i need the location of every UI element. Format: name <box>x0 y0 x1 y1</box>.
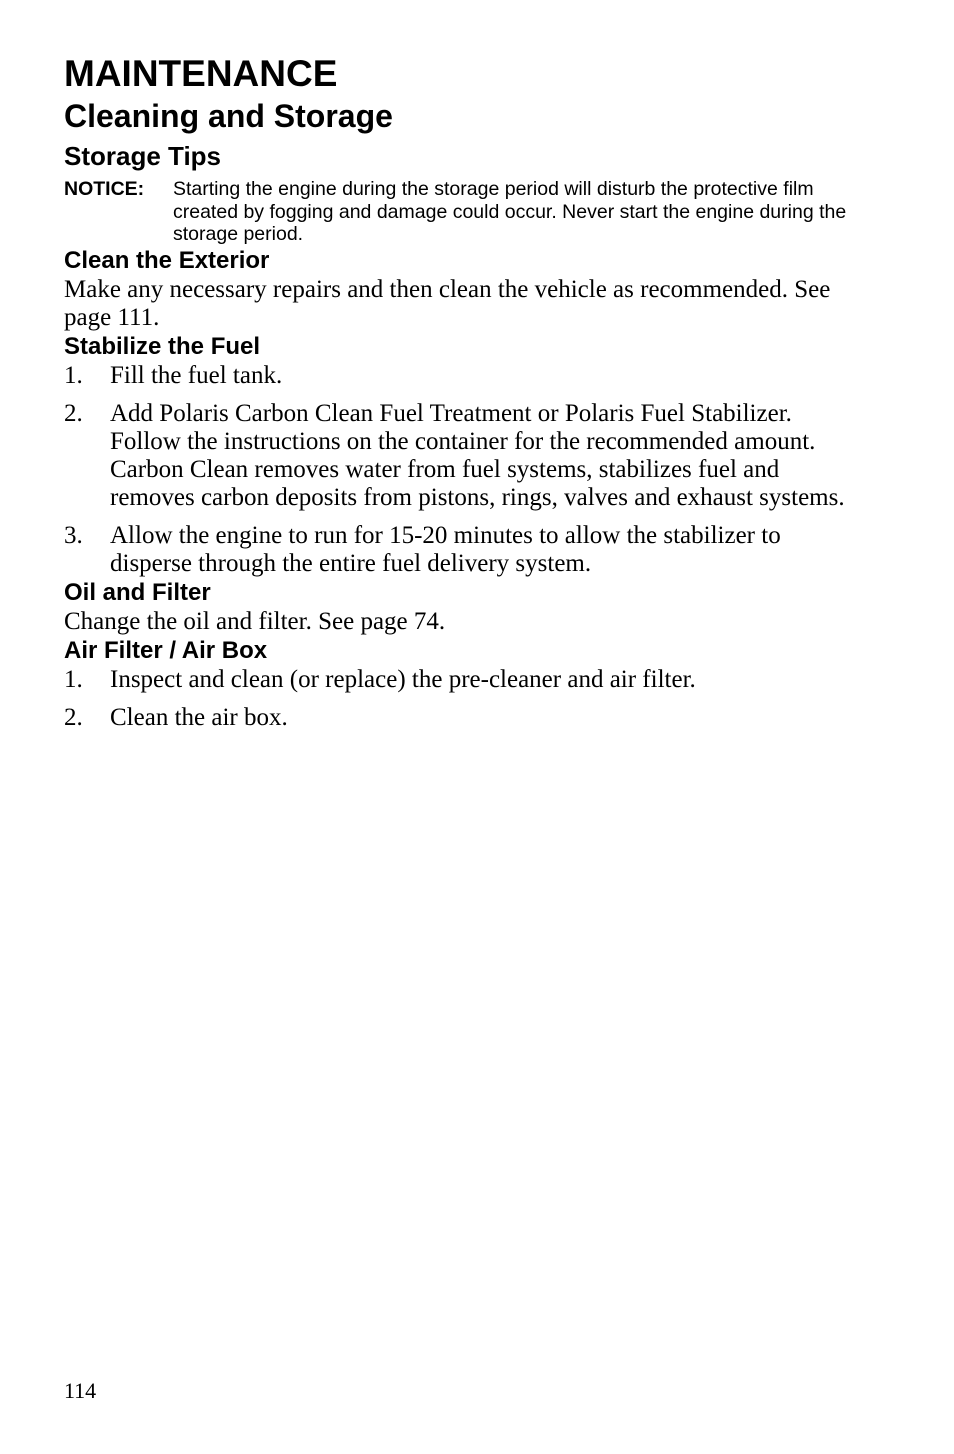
step-number: 1. <box>64 361 83 389</box>
step-text: Add Polaris Carbon Clean Fuel Treatment or Polaris Fuel Stabilizer. Follow the instructions on the container for the recommended amount. Carbon Clean removes water from fuel systems, stabilizes fuel and removes carbon deposits from pistons, rings, valves and exhaust systems. <box>110 399 845 511</box>
step-text: Clean the air box. <box>110 703 288 731</box>
air-filter-heading: Air Filter / Air Box <box>64 636 268 664</box>
oil-filter-body: Change the oil and filter. See page 74. <box>64 607 446 635</box>
notice-block <box>64 178 864 246</box>
topic-title: Storage Tips <box>64 141 222 171</box>
notice-label: NOTICE: <box>64 178 145 200</box>
clean-exterior-heading: Clean the Exterior <box>64 246 270 274</box>
step-number: 2. <box>64 703 83 731</box>
step-text: Inspect and clean (or replace) the pre-cleaner and air filter. <box>110 665 696 693</box>
air-filter-steps <box>64 666 864 732</box>
subsection-title: Cleaning and Storage <box>64 98 393 134</box>
manual-page <box>64 52 864 732</box>
section-title: MAINTENANCE <box>64 53 338 94</box>
step-number: 2. <box>64 399 83 427</box>
page-number: 114 <box>64 1378 97 1403</box>
list-item <box>64 666 864 694</box>
list-item <box>64 522 864 578</box>
list-item <box>64 400 864 512</box>
step-text: Allow the engine to run for 15-20 minutes to allow the stabilizer to disperse through the entire fuel delivery system. <box>110 521 781 577</box>
notice-text: Starting the engine during the storage period will disturb the protective film created by fogging and damage could occur. Never start the engine during the storage period. <box>173 178 847 245</box>
step-text: Fill the fuel tank. <box>110 361 283 389</box>
oil-filter-heading: Oil and Filter <box>64 578 211 606</box>
stabilize-fuel-heading: Stabilize the Fuel <box>64 332 261 360</box>
clean-exterior-body: Make any necessary repairs and then clean the vehicle as recommended. See page 111. <box>64 275 831 331</box>
step-number: 3. <box>64 521 83 549</box>
step-number: 1. <box>64 665 83 693</box>
list-item <box>64 362 864 390</box>
stabilize-fuel-steps <box>64 362 864 578</box>
list-item <box>64 704 864 732</box>
